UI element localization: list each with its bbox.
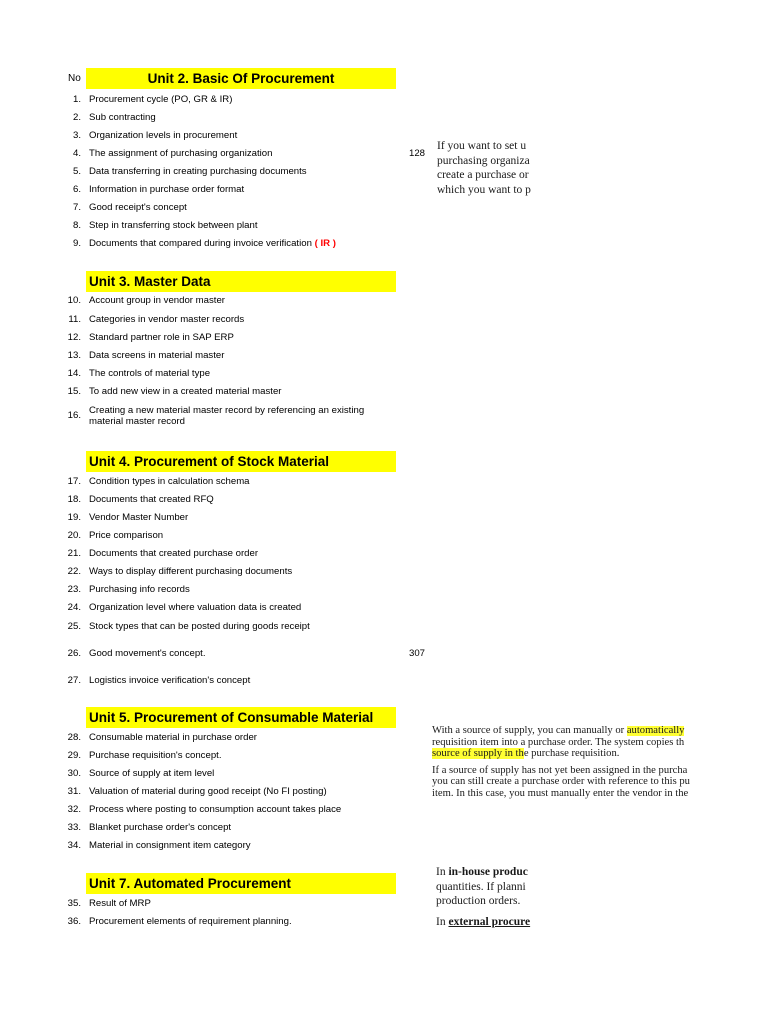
item-text: Good movement's concept. xyxy=(89,648,206,659)
item-number: 2. xyxy=(72,112,81,123)
scan-line: production orders. xyxy=(436,895,521,907)
item-number: 5. xyxy=(72,166,81,177)
item-text: Account group in vendor master xyxy=(89,295,225,306)
item-number: 29. xyxy=(67,750,81,761)
item-number: 35. xyxy=(67,898,81,909)
page-reference: 307 xyxy=(409,648,426,659)
item-number: 17. xyxy=(67,476,81,487)
scan-line: If you want to set u xyxy=(437,141,527,152)
item-number: 23. xyxy=(67,584,81,595)
scan-line xyxy=(432,749,768,760)
item-text: Result of MRP xyxy=(89,898,151,909)
scan-excerpt-1 xyxy=(437,141,545,197)
highlighted-text: source of supply in th xyxy=(432,748,524,760)
item-number: 12. xyxy=(67,332,81,343)
item-text: Organization levels in procurement xyxy=(89,130,238,141)
unit-5-header: Unit 5. Procurement of Consumable Material xyxy=(86,707,396,728)
bold-text: in-house produc xyxy=(448,867,528,878)
no-column-header: No xyxy=(68,73,81,84)
scan-line xyxy=(436,917,545,929)
item-text: Good receipt's concept xyxy=(89,202,187,213)
item-text: Data screens in material master xyxy=(89,350,225,361)
item-number: 27. xyxy=(67,675,81,686)
scan-line: If a source of supply has not yet been assigned in the purcha xyxy=(432,764,688,776)
scan-line: quantities. If planni xyxy=(436,880,526,893)
item-text: Valuation of material during good receipt (No FI posting) xyxy=(89,786,327,797)
unit-3-header: Unit 3. Master Data xyxy=(86,271,396,292)
scan-excerpt-2 xyxy=(432,726,768,806)
item-text: Source of supply at item level xyxy=(89,768,215,779)
scan-line xyxy=(432,726,768,737)
scan-text: In xyxy=(436,915,449,928)
unit-7-header: Unit 7. Automated Procurement xyxy=(86,873,396,894)
item-text: Standard partner role in SAP ERP xyxy=(89,332,234,343)
item-number: 36. xyxy=(67,916,81,927)
item-text: Documents that created RFQ xyxy=(89,494,214,505)
item-number: 6. xyxy=(72,184,81,195)
item-text: To add new view in a created material master xyxy=(89,386,282,397)
item-text: Blanket purchase order's concept xyxy=(89,822,232,833)
item-number: 9. xyxy=(72,238,81,249)
item-number: 30. xyxy=(67,768,81,779)
item-number: 34. xyxy=(67,840,81,851)
item-number: 31. xyxy=(67,786,81,797)
item-text: Purchasing info records xyxy=(89,584,190,595)
item-text: Step in transferring stock between plant xyxy=(89,220,258,231)
item-number: 32. xyxy=(67,804,81,815)
item-number: 16. xyxy=(67,410,81,421)
item-number: 33. xyxy=(67,822,81,833)
item-text: Ways to display different purchasing documents xyxy=(89,566,293,577)
scan-line: requisition item into a purchase order. The system copies th xyxy=(432,736,685,748)
item-text xyxy=(89,238,394,249)
item-text: Condition types in calculation schema xyxy=(89,476,250,487)
item-number: 1. xyxy=(72,94,81,105)
page-reference: 128 xyxy=(409,148,426,159)
item-number: 3. xyxy=(72,130,81,141)
item-text: Procurement cycle (PO, GR & IR) xyxy=(89,94,233,105)
scan-line: you can still create a purchase order with reference to this pu xyxy=(432,776,690,788)
item-text: Information in purchase order format xyxy=(89,184,245,195)
item-text: Organization level where valuation data is created xyxy=(89,602,302,613)
item-text: Creating a new material master record by referencing an existing material master record xyxy=(89,405,365,427)
item-text: Consumable material in purchase order xyxy=(89,732,257,743)
highlighted-text: automatically xyxy=(626,726,685,736)
item-text: Price comparison xyxy=(89,530,164,541)
item-text: Stock types that can be posted during goods receipt xyxy=(89,621,310,632)
scan-line: which you want to p xyxy=(437,183,531,196)
item-number: 8. xyxy=(72,220,81,231)
item-number: 4. xyxy=(72,148,81,159)
item-number: 10. xyxy=(67,295,81,306)
scan-line: item. In this case, you must manually enter the vendor in the xyxy=(432,787,689,799)
scan-text: e purchase requisition. xyxy=(523,748,620,760)
scan-line: create a purchase or xyxy=(437,169,529,181)
item-number: 21. xyxy=(67,548,81,559)
item-text: Vendor Master Number xyxy=(89,512,189,523)
item-number: 24. xyxy=(67,602,81,613)
item-number: 18. xyxy=(67,494,81,505)
scan-text: With a source of supply, you can manually or xyxy=(432,726,627,736)
item-number: 25. xyxy=(67,621,81,632)
item-text: Material in consignment item category xyxy=(89,840,251,851)
item-number: 15. xyxy=(67,386,81,397)
item-number: 7. xyxy=(72,202,81,213)
scan-text: In xyxy=(436,867,449,878)
item-number: 22. xyxy=(67,566,81,577)
scan-excerpt-3 xyxy=(436,867,545,937)
item-text: The assignment of purchasing organization xyxy=(89,148,273,159)
item-text: Data transferring in creating purchasing documents xyxy=(89,166,307,177)
item-text: Procurement elements of requirement planning. xyxy=(89,916,292,927)
item-text: Categories in vendor master records xyxy=(89,314,245,325)
unit-4-header: Unit 4. Procurement of Stock Material xyxy=(86,451,396,472)
scan-line: purchasing organiza xyxy=(437,154,530,167)
item-number: 19. xyxy=(67,512,81,523)
item-text: Documents that created purchase order xyxy=(89,548,259,559)
item-text: Logistics invoice verification's concept xyxy=(89,675,251,686)
item-number: 20. xyxy=(67,530,81,541)
item-number: 13. xyxy=(67,350,81,361)
item-text-main: Documents that compared during invoice verification xyxy=(89,238,315,249)
item-number: 11. xyxy=(68,314,81,325)
item-text: Sub contracting xyxy=(89,112,156,123)
scan-line xyxy=(436,867,545,879)
item-text: Process where posting to consumption account takes place xyxy=(89,804,342,815)
item-number: 26. xyxy=(67,648,81,659)
item-number: 14. xyxy=(67,368,81,379)
bold-underlined-text: external procure xyxy=(448,915,531,928)
ir-note: ( IR ) xyxy=(314,238,336,249)
item-text: Purchase requisition's concept. xyxy=(89,750,222,761)
item-number: 28. xyxy=(67,732,81,743)
item-text: The controls of material type xyxy=(89,368,211,379)
unit-2-header: Unit 2. Basic Of Procurement xyxy=(86,68,396,89)
